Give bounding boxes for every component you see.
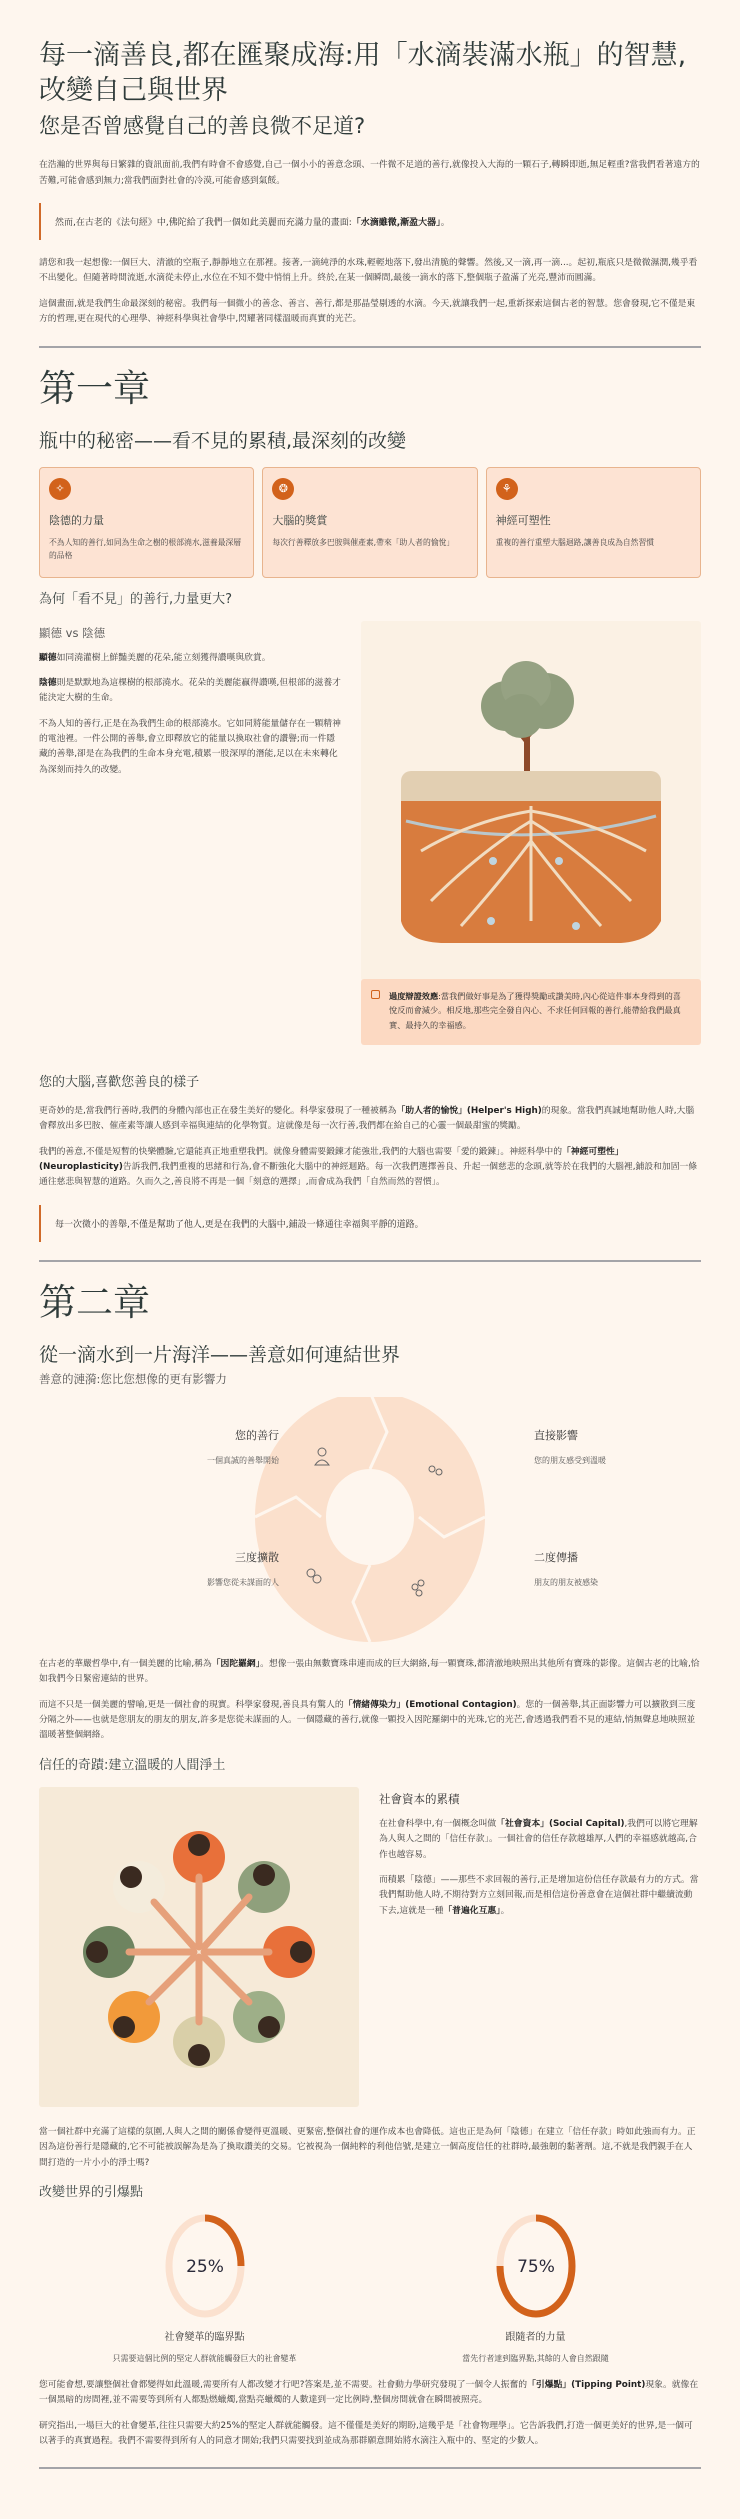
text: 。您的一個善舉,其正面影響力可以擴散到三度分隔之外——也就是您朋友的朋友的朋友,許多是您從未謀面的人。一個隱藏的善行,就像一顆投入因陀羅網中的光珠,它的光芒,會透過我們看不見的連結,悄無聲息地映照並溫暖著整個網絡。: [39, 1699, 696, 1741]
page-title: 每一滴善良,都在匯聚成海:用「水滴裝滿水瓶」的智慧,改變自己與世界: [39, 40, 687, 107]
text: 更奇妙的是,當我們行善時,我們的身體內部也正在發生美好的變化。科學家發現了一種被稱為: [39, 1105, 397, 1116]
tree-figure-column: [361, 621, 701, 1045]
ripple-direct: [534, 1427, 684, 1466]
card-brain-reward: [262, 467, 477, 578]
divider: [39, 2467, 701, 2469]
note-icon: [371, 990, 380, 999]
bold-term: 「社會資本」(Social Capital): [496, 1818, 625, 1829]
tree-roots-illustration: [361, 621, 701, 981]
contagion-paragraph: [39, 1698, 701, 1744]
indra-paragraph: [39, 1657, 701, 1688]
network-icon: ⚘: [496, 478, 518, 500]
capital-paragraph-2: [379, 1873, 701, 1919]
ripple-second-degree: [534, 1549, 684, 1588]
quote-text: 然而,在古老的《法句經》中,佛陀給了我們一個如此美麗而充滿力量的畫面:: [55, 217, 352, 228]
donut-desc: 只需要這個比例的堅定人群就能觸發巨大的社會變革: [112, 2353, 297, 2363]
bold-term: 「情緒傳染力」(Emotional Contagion): [343, 1699, 517, 1710]
tipping-donuts: [39, 2214, 701, 2364]
quote-end: 。: [440, 217, 450, 228]
donut-75: [386, 2214, 686, 2364]
note-text: :當我們做好事是為了獲得獎勵或讚美時,內心從這件事本身得到的喜悅反而會減少。相反地,那些完全發自內心、不求任何回報的善行,能帶給我們最真實、最持久的幸福感。: [389, 990, 681, 1031]
ripple-title: 您的善行: [235, 1428, 279, 1442]
concept-cards: [39, 467, 701, 578]
trust-heading: 信任的奇蹟:建立溫暖的人間淨土: [39, 1757, 226, 1773]
donut-label: 社會變革的臨界點: [164, 2331, 245, 2343]
ripple-desc: 朋友的朋友被感染: [534, 1577, 598, 1587]
ripple-desc: 影響您從未謀面的人: [207, 1577, 279, 1587]
text: ,我們可以將它理解為人與人之間的「信任存款」。一個社會的信任存款越雄厚,人們的幸福感就越高,合作也越容易。: [379, 1818, 698, 1860]
divider: [39, 346, 701, 348]
text: 而這不只是一個美麗的譬喻,更是一個社會的現實。科學家發現,善良具有驚人的: [39, 1699, 344, 1710]
virtue-text: [39, 621, 341, 1045]
donut-desc: 當先行者達到臨界點,其餘的人會自然跟隨: [462, 2353, 609, 2363]
text: 在古老的華嚴哲學中,有一個美麗的比喻,稱為: [39, 1658, 212, 1669]
why-heading: 為何「看不見」的善行,力量更大?: [39, 591, 233, 607]
donut-25: [55, 2214, 355, 2364]
divider: [39, 1260, 701, 1262]
overjustification-note: [361, 979, 701, 1045]
team-hands-icon: [39, 1787, 359, 2107]
hands-water-icon: ✧: [49, 478, 71, 500]
capital-paragraph-1: [379, 1817, 701, 1863]
bold-term: 「引爆點」(Tipping Point): [527, 2379, 646, 2390]
ripple-your-deed: [129, 1427, 279, 1466]
text: 的現象。當我們真誠地幫助他人時,大腦會釋放出多巴胺、催產素等讓人感到幸福與連結的化學物質。這就像是每一次行善,我們都在給自己的心靈一個最甜蜜的獎勵。: [39, 1105, 695, 1132]
pure-land-paragraph: 當一個社群中充滿了這樣的氛圍,人與人之間的關係會變得更溫暖、更緊密,整個社會的運作成本也會降低。這也正是為何「陰德」在建立「信任存款」時如此強而有力。正因為這份善行是隱藏的,它不可能被誤解為是為了換取讚美的交易。它被視為一個純粹的利他信號,是建立一個高度信任的社群時,最強韌的黏著劑。這,不就是我們親手在人間打造的一片小小的淨土嗎?: [39, 2126, 696, 2168]
chapter-1-label: 第一章: [39, 366, 150, 410]
vs-paragraph-1: [39, 651, 341, 666]
note-term: 過度辯證效應: [389, 990, 439, 1001]
donut-label: 跟隨者的力量: [505, 2331, 566, 2343]
vs-heading: 顯德 vs 陰德: [39, 625, 106, 640]
circle-hands-column: [39, 1787, 359, 2107]
text: 在社會科學中,有一個概念叫做: [379, 1818, 497, 1829]
text: 。想像一張由無數寶珠串連而成的巨大網絡,每一顆寶珠,都清澈地映照出其他所有寶珠的影像。這個古老的比喻,恰如我們今日緊密連結的世界。: [39, 1658, 700, 1685]
ripple-title: 直接影響: [534, 1428, 578, 1442]
ripple-third-degree: [129, 1549, 279, 1588]
ripple-diagram: [39, 1397, 701, 1647]
ripple-title: 二度傳播: [534, 1550, 578, 1564]
card-title: 陰德的力量: [49, 513, 104, 527]
brain-paragraph-2: [39, 1145, 701, 1191]
ripple-heading: 善意的漣漪:您比您想像的更有影響力: [39, 1371, 227, 1386]
text: 您可能會想,要讓整個社會都變得如此溫暖,需要所有人都改變才行吧?答案是,並不需要。社會動力學研究發現了一個令人振奮的: [39, 2379, 528, 2390]
card-desc: 不為人知的善行,如同為生命之樹的根部澆水,滋養最深層的品格: [49, 537, 242, 561]
bold-term: 顯德: [39, 652, 57, 663]
text: 告訴我們,我們重複的思緒和行為,會不斷強化大腦中的神經迴路。每一次我們選擇善良、升起一個慈悲的念頭,就等於在我們的大腦裡,鋪設和加固一條通往慈悲與智慧的道路。久而久之,善良將不再是一個「刻意的選擇」,而會成為我們「自然而然的習慣」。: [39, 1162, 698, 1188]
donut-chart-25: [165, 2214, 245, 2318]
chapter-1-heading: 瓶中的秘密——看不見的累積,最深刻的改變: [39, 429, 407, 452]
bold-term: 「因陀羅網」: [211, 1658, 261, 1669]
trust-section: [39, 1787, 701, 2107]
brain-heading: 您的大腦,喜歡您善良的樣子: [39, 1074, 200, 1090]
intro-paragraph-3: 這個畫面,就是我們生命最深刻的秘密。我們每一個微小的善念、善言、善行,都是那晶瑩剔透的水滴。今天,就讓我們一起,重新探索這個古老的智慧。您會發現,它不僅是東方的哲理,更在現代的心理學、神經科學與社會學中,閃耀著同樣溫暖而真實的光芒。: [39, 298, 696, 325]
virtue-section: [39, 621, 701, 1045]
card-desc: 每次行善釋放多巴胺與催產素,帶來「助人者的愉悅」: [272, 537, 455, 547]
ripple-desc: 一個真誠的善舉開始: [207, 1455, 279, 1465]
bold-term: 「神經可塑性」(Neuroplasticity): [39, 1146, 624, 1172]
svg-text:25%: 25%: [185, 2256, 224, 2277]
intro-paragraph-2: 請您和我一起想像:一個巨大、清澈的空瓶子,靜靜地立在那裡。接著,一滴純淨的水珠,輕輕地落下,發出清脆的聲響。然後,又一滴,再一滴...。起初,瓶底只是微微濕潤,幾乎看不出變化。但隨著時間流逝,水滴從未停止,水位在不知不覺中悄悄上升。終於,在某一個瞬間,最後一滴水的落下,整個瓶子盈滿了光亮,豐沛而圓滿。: [39, 257, 698, 284]
chapter-2-heading: 從一滴水到一片海洋——善意如何連結世界: [39, 1343, 401, 1366]
vs-paragraph-2: [39, 676, 341, 707]
bold-term: 「助人者的愉悅」(Helper's High): [396, 1105, 542, 1116]
tipping-paragraph-2: 研究指出,一場巨大的社會變革,往往只需要大約25%的堅定人群就能觸發。這不僅僅是美好的期盼,這幾乎是「社會物理學」。它告訴我們,打造一個更美好的世界,是一個可以著手的真實過程。我們不需要得到所有人的同意才開始;我們只需要找到並成為那群願意開始將水滴注入瓶中的、堅定的少數人。: [39, 2420, 693, 2447]
sutra-quote: [39, 203, 701, 240]
bold-term: 「普遍化互惠」: [443, 1905, 501, 1916]
tipping-heading: 改變世界的引爆點: [39, 2184, 144, 2200]
capital-heading: 社會資本的累積: [379, 1791, 460, 1806]
tipping-paragraph-1: [39, 2378, 701, 2409]
page-subtitle: 您是否曾感覺自己的善良微不足道?: [39, 114, 366, 139]
svg-text:75%: 75%: [516, 2256, 555, 2277]
bold-term: 陰德: [39, 677, 57, 688]
vs-paragraph-3: 不為人知的善行,正是在為我們生命的根部澆水。它如同將能量儲存在一顆精神的電池裡。一件公開的善舉,會立即釋放它的能量以換取社會的讚譽;而一件隱藏的善舉,卻是在為我們的生命本身充電,積累一股深厚的潛能,足以在未來轉化為深刻而持久的改變。: [39, 718, 341, 775]
ripple-desc: 您的朋友感受到溫暖: [534, 1455, 606, 1465]
text: 而積累「陰德」——那些不求回報的善行,正是增加這份信任存款最有力的方式。當我們幫助他人時,不期待對方立刻回報,而是相信這份善意會在這個社群中繼續流動下去,這就是一種: [379, 1874, 699, 1916]
card-hidden-virtue: [39, 467, 254, 578]
brain-paragraph-1: [39, 1104, 701, 1135]
social-capital-column: [379, 1787, 701, 2107]
brain-quote: 每一次微小的善舉,不僅是幫助了他人,更是在我們的大腦中,鋪設一條通往幸福與平靜的道路。: [39, 1205, 701, 1242]
card-neuroplasticity: [486, 467, 701, 578]
intro-paragraph-1: 在浩瀚的世界與每日繁雜的資訊面前,我們有時會不會感覺,自己一個小小的善意念頭、一件微不足道的善行,就像投入大海的一顆石子,轉瞬即逝,無足輕重?當我們看著遠方的苦難,可能會感到無力;當我們面對社會的冷漠,可能會感到氣餒。: [39, 160, 700, 186]
quote-bold: 「水滴雖微,漸盈大器」: [351, 217, 441, 228]
card-desc: 重複的善行重塑大腦迴路,讓善良成為自然習慣: [495, 537, 655, 547]
tree-icon: [361, 621, 701, 981]
text: 如同澆灌樹上鮮豔美麗的花朵,能立刻獲得讚嘆與欣賞。: [56, 652, 271, 663]
brain-icon: ❂: [272, 478, 294, 500]
card-title: 神經可塑性: [495, 513, 551, 527]
text: 則是默默地為這棵樹的根部澆水。花朵的美麗能贏得讚嘆,但根部的滋養才能決定大樹的生命。: [39, 677, 341, 704]
chapter-2-label: 第二章: [39, 1280, 150, 1324]
donut-chart-75: [496, 2214, 576, 2318]
card-title: 大腦的獎賞: [272, 513, 328, 527]
people-circle-illustration: [39, 1787, 359, 2107]
text: 我們的善意,不僅是短暫的快樂體驗,它還能真正地重塑我們。就像身體需要鍛鍊才能強壯,我們的大腦也需要「愛的鍛鍊」。神經科學中的: [39, 1146, 563, 1157]
text: 。: [500, 1905, 510, 1916]
ripple-title: 三度擴散: [235, 1550, 279, 1564]
text: 現象。就像在一個黑暗的房間裡,並不需要等到所有人都點燃蠟燭,當點亮蠟燭的人數達到一定比例時,整個房間就會在瞬間被照亮。: [39, 2379, 699, 2406]
